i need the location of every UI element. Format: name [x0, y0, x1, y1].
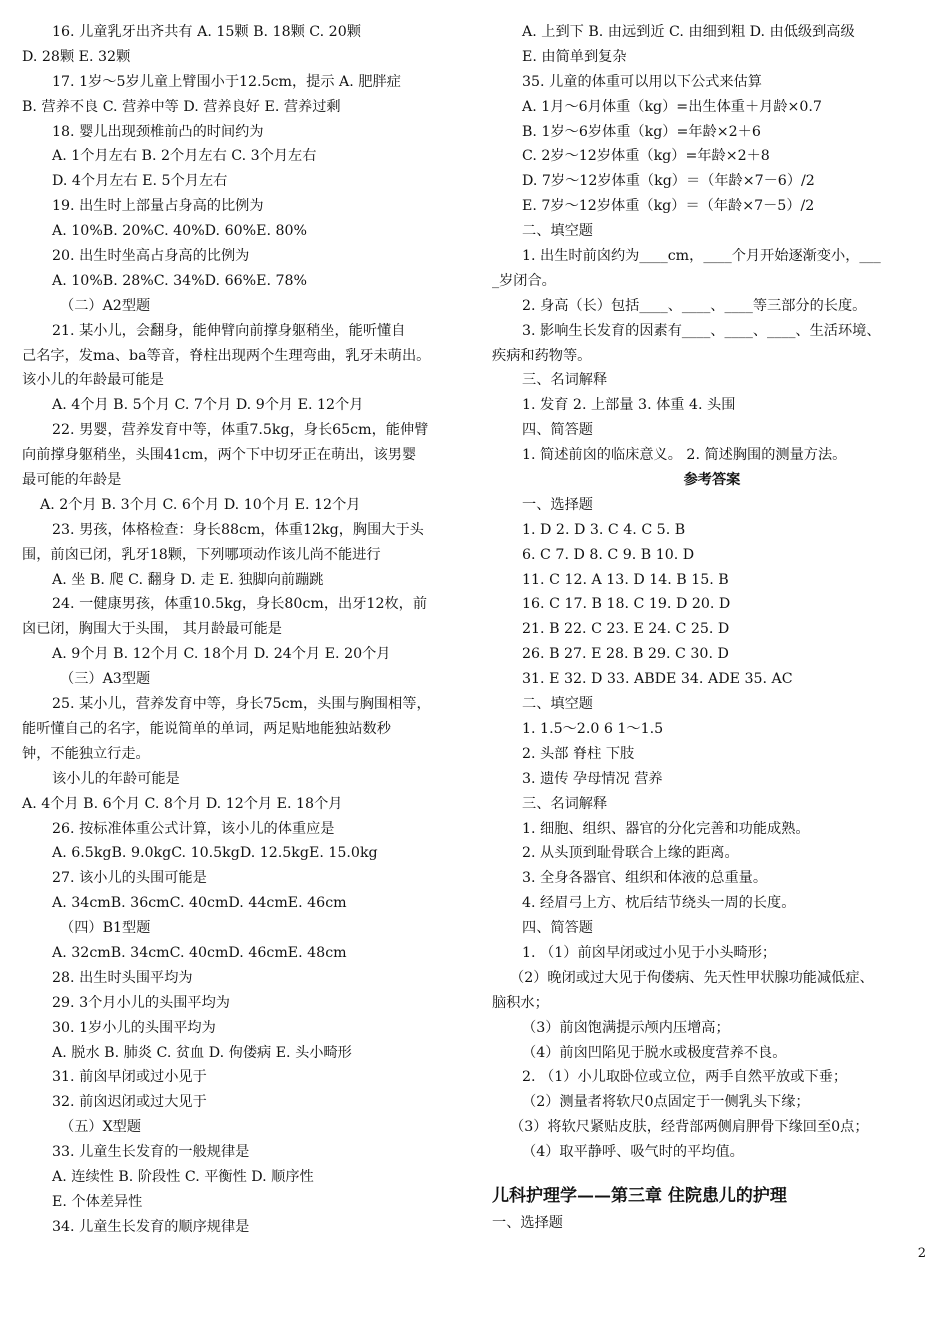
- text-line: 四、简答题: [522, 920, 593, 937]
- text-line: 囟已闭，胸围大于头围， 其月龄最可能是: [22, 621, 282, 638]
- text-line: 2. 从头顶到耻骨联合上缘的距离。: [522, 845, 739, 862]
- text-line: E. 由简单到复杂: [522, 48, 627, 65]
- text-line: 30. 1岁小儿的头围平均为: [52, 1019, 216, 1036]
- text-line: 四、简答题: [522, 422, 593, 439]
- text-line: 31. E 32. D 33. ABDE 34. ADE 35. AC: [522, 671, 793, 688]
- text-line: 脑积水；: [492, 994, 549, 1011]
- text-line: 26. 按标准体重公式计算，该小儿的体重应是: [52, 820, 335, 837]
- text-line: 三、名词解释: [522, 795, 608, 812]
- text-line: A. 4个月 B. 6个月 C. 8个月 D. 12个月 E. 18个月: [22, 795, 343, 812]
- text-line: 21. 某小儿，会翻身，能伸臂向前撑身躯稍坐，能听懂自: [52, 322, 406, 339]
- text-line: 能听懂自己的名字，能说简单的单词，两足贴地能独站数秒: [22, 720, 391, 737]
- text-line: （3）将软尺紧贴皮肤，经背部两侧肩胛骨下缘回至0点；: [510, 1119, 869, 1136]
- text-line: 4. 经眉弓上方、枕后结节绕头一周的长度。: [522, 895, 796, 912]
- text-line: 该小儿的年龄可能是: [52, 770, 180, 787]
- text-line: A. 2个月 B. 3个月 C. 6个月 D. 10个月 E. 12个月: [40, 496, 361, 513]
- text-line: 二、填空题: [522, 223, 593, 240]
- text-line: 35. 儿童的体重可以用以下公式来估算: [522, 73, 762, 90]
- text-line: D. 7岁～12岁体重（kg）＝（年龄×7－6）/2: [522, 173, 815, 190]
- text-line: 一、选择题: [522, 496, 593, 513]
- text-line: 向前撑身躯稍坐，头围41cm，两个下中切牙正在萌出，该男婴: [22, 447, 417, 464]
- text-line: 18. 婴儿出现颈椎前凸的时间约为: [52, 123, 264, 140]
- text-line: 16. C 17. B 18. C 19. D 20. D: [522, 596, 731, 613]
- text-line: 二、填空题: [522, 696, 593, 713]
- text-line: 27. 该小儿的头围可能是: [52, 870, 207, 887]
- text-line: 三、名词解释: [522, 372, 608, 389]
- text-line: 34. 儿童生长发育的顺序规律是: [52, 1218, 250, 1235]
- text-line: _岁闭合。: [492, 272, 556, 289]
- text-line: 21. B 22. C 23. E 24. C 25. D: [522, 621, 730, 638]
- text-line: 3. 影响生长发育的因素有____、____、____、生活环境、: [522, 322, 881, 339]
- text-line: （五）X型题: [60, 1119, 142, 1136]
- right-column: [492, 20, 932, 1236]
- text-line: 3. 全身各器官、组织和体液的总重量。: [522, 870, 768, 887]
- text-line: 2. 身高（长）包括____、____、____等三部分的长度。: [522, 297, 867, 314]
- text-line: A. 9个月 B. 12个月 C. 18个月 D. 24个月 E. 20个月: [52, 646, 391, 663]
- text-line: 1. 发育 2. 上部量 3. 体重 4. 头围: [522, 397, 736, 414]
- text-line: （四）B1型题: [60, 920, 151, 937]
- text-line: 26. B 27. E 28. B 29. C 30. D: [522, 646, 729, 663]
- text-line: 3. 遗传 孕母情况 营养: [522, 770, 663, 787]
- text-line: B. 营养不良 C. 营养中等 D. 营养良好 E. 营养过剩: [22, 98, 341, 115]
- text-line: A. 坐 B. 爬 C. 翻身 D. 走 E. 独脚向前蹦跳: [52, 571, 324, 588]
- text-line: A. 6.5kgB. 9.0kgC. 10.5kgD. 12.5kgE. 15.0kg: [52, 845, 378, 862]
- text-line: 17. 1岁～5岁儿童上臂围小于12.5cm，提示 A. 肥胖症: [52, 73, 401, 90]
- text-line: 32. 前囟迟闭或过大见于: [52, 1094, 207, 1111]
- text-line: 2. （1）小儿取卧位或立位，两手自然平放或下垂；: [522, 1069, 848, 1086]
- text-line: 31. 前囟早闭或过小见于: [52, 1069, 207, 1086]
- text-line: E. 个体差异性: [52, 1193, 143, 1210]
- text-line: 该小儿的年龄最可能是: [22, 372, 164, 389]
- text-line: （4）前囟凹陷见于脱水或极度营养不良。: [522, 1044, 787, 1061]
- text-line: 16. 儿童乳牙出齐共有 A. 15颗 B. 18颗 C. 20颗: [52, 24, 361, 40]
- text-line: 23. 男孩，体格检查：身长88cm，体重12kg，胸围大于头: [52, 521, 424, 538]
- text-line: 2. 头部 脊柱 下肢: [522, 745, 635, 762]
- text-line: 25. 某小儿，营养发育中等，身长75cm，头围与胸围相等，: [52, 696, 431, 713]
- text-line: 1. 细胞、组织、器官的分化完善和功能成熟。: [522, 820, 810, 837]
- text-line: 1. 1.5～2.0 6 1～1.5: [522, 720, 664, 737]
- text-line: A. 10%B. 28%C. 34%D. 66%E. 78%: [52, 272, 308, 289]
- text-line: 钟，不能独立行走。: [22, 745, 150, 762]
- text-line: 1. D 2. D 3. C 4. C 5. B: [522, 521, 686, 538]
- text-line: D. 4个月左右 E. 5个月左右: [52, 173, 228, 190]
- chapter-subtitle: 一、选择题: [492, 1214, 563, 1231]
- text-line: A. 上到下 B. 由远到近 C. 由细到粗 D. 由低级到高级: [522, 24, 855, 40]
- text-line: A. 连续性 B. 阶段性 C. 平衡性 D. 顺序性: [52, 1168, 314, 1185]
- text-line: 1. （1）前囟早闭或过小见于小头畸形；: [522, 944, 777, 961]
- text-line: 最可能的年龄是: [22, 472, 122, 489]
- left-column: [22, 20, 470, 1240]
- text-line: 1. 简述前囟的临床意义。 2. 简述胸围的测量方法。: [522, 447, 847, 464]
- text-line: 22. 男婴，营养发育中等，体重7.5kg，身长65cm，能伸臂: [52, 422, 429, 439]
- text-line: 围，前囟已闭，乳牙18颗，下列哪项动作该儿尚不能进行: [22, 546, 381, 563]
- text-line: 疾病和药物等。: [492, 347, 592, 364]
- page-number: 2: [917, 1246, 926, 1261]
- chapter-title: 儿科护理学——第三章 住院患儿的护理: [492, 1185, 787, 1206]
- text-line: （二）A2型题: [60, 297, 151, 314]
- text-line: （2）晚闭或过大见于佝偻病、先天性甲状腺功能减低症、: [510, 969, 874, 986]
- text-line: （2）测量者将软尺0点固定于一侧乳头下缘；: [522, 1094, 810, 1111]
- text-line: 33. 儿童生长发育的一般规律是: [52, 1144, 250, 1161]
- text-line: （4）取平静呼、吸气时的平均值。: [522, 1144, 744, 1161]
- text-line: A. 脱水 B. 肺炎 C. 贫血 D. 佝偻病 E. 头小畸形: [52, 1044, 352, 1061]
- text-line: 24. 一健康男孩，体重10.5kg，身长80cm，出牙12枚，前: [52, 596, 428, 613]
- text-line: A. 32cmB. 34cmC. 40cmD. 46cmE. 48cm: [52, 944, 347, 961]
- text-line: D. 28颗 E. 32颗: [22, 48, 131, 65]
- text-line: （3）前囟饱满提示颅内压增高；: [522, 1019, 730, 1036]
- text-line: 19. 出生时上部量占身高的比例为: [52, 198, 264, 215]
- text-line: 己名字，发ma、ba等音，脊柱出现两个生理弯曲，乳牙未萌出。: [22, 347, 431, 364]
- text-line: A. 1月～6月体重（kg）=出生体重＋月龄×0.7: [522, 98, 822, 115]
- text-line: A. 1个月左右 B. 2个月左右 C. 3个月左右: [52, 148, 317, 165]
- text-line: 29. 3个月小儿的头围平均为: [52, 994, 230, 1011]
- text-line: 28. 出生时头围平均为: [52, 969, 193, 986]
- text-line: A. 4个月 B. 5个月 C. 7个月 D. 9个月 E. 12个月: [52, 397, 364, 414]
- text-line: A. 10%B. 20%C. 40%D. 60%E. 80%: [52, 223, 308, 240]
- text-line: 11. C 12. A 13. D 14. B 15. B: [522, 571, 729, 588]
- text-line: E. 7岁～12岁体重（kg）＝（年龄×7－5）/2: [522, 198, 815, 215]
- text-line: 1. 出生时前囟约为____cm，____个月开始逐渐变小，___: [522, 248, 881, 265]
- answer-heading: 参考答案: [683, 472, 741, 489]
- text-line: A. 34cmB. 36cmC. 40cmD. 44cmE. 46cm: [52, 895, 347, 912]
- text-line: 20. 出生时坐高占身高的比例为: [52, 248, 250, 265]
- text-line: 6. C 7. D 8. C 9. B 10. D: [522, 546, 695, 563]
- text-line: B. 1岁～6岁体重（kg）=年龄×2＋6: [522, 123, 761, 140]
- text-line: C. 2岁～12岁体重（kg）=年龄×2＋8: [522, 148, 770, 165]
- text-line: （三）A3型题: [60, 671, 151, 688]
